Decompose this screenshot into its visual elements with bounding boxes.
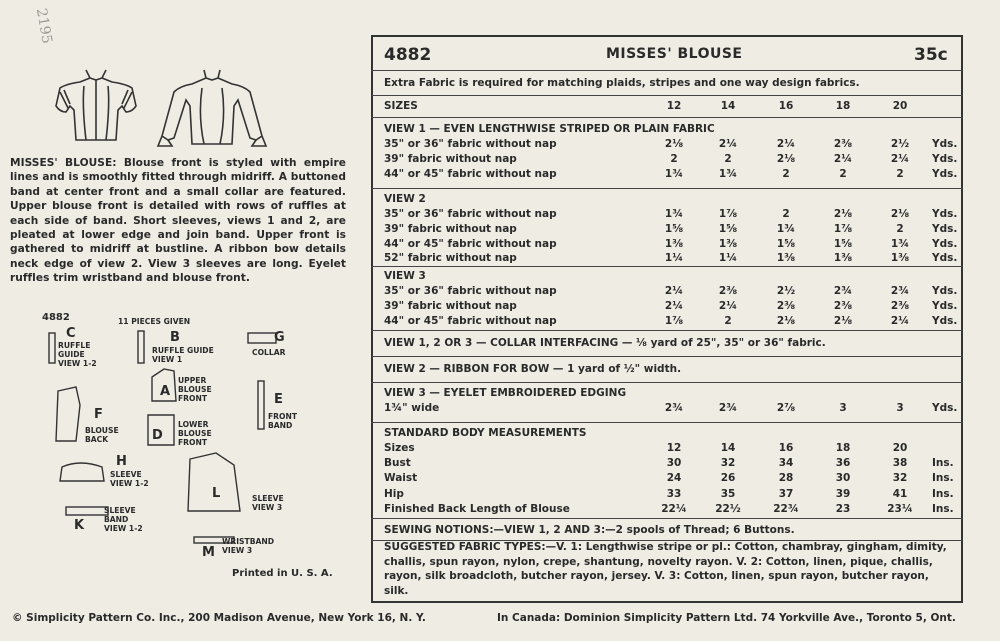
measurement-value: 32 (720, 457, 736, 470)
ribbon-for-bow: VIEW 2 — RIBBON FOR BOW — 1 yard of ½" width. (384, 363, 682, 375)
piece-letter-a: A (160, 384, 171, 399)
yardage-value: 2½ (776, 285, 796, 297)
yardage-value: 2¼ (664, 285, 684, 297)
eyelet-value: 2¾ (664, 402, 684, 414)
yardage-value: 1¾ (664, 167, 684, 180)
unit-yds: Yds. (932, 208, 958, 220)
measurement-value: 20 (892, 442, 908, 454)
corner-mark: 2195 (32, 7, 55, 45)
yardage-value: 1⅜ (833, 252, 853, 265)
measurement-value: 18 (835, 442, 851, 454)
piece-letter-g: G (274, 330, 285, 345)
measurement-value: 28 (778, 472, 794, 485)
size-header: 16 (778, 100, 794, 112)
footer-copyright: © Simplicity Pattern Co. Inc., 200 Madison Avenue, New York 16, N. Y. (12, 612, 426, 624)
footer-canada: In Canada: Dominion Simplicity Pattern Ltd. 74 Yorkville Ave., Toronto 5, Ont. (497, 612, 956, 624)
yardage-value: 2¼ (776, 138, 796, 150)
piece-label-g: COLLAR (252, 348, 286, 357)
yardage-value: 2⅜ (890, 299, 910, 312)
yardage-value: 2 (896, 167, 904, 180)
measurement-value: 30 (666, 457, 682, 470)
yardage-value: 2⅜ (833, 138, 853, 150)
yardage-value: 1¼ (718, 252, 738, 265)
measurement-value: 36 (835, 457, 851, 470)
yardage-value: 1⅜ (718, 237, 738, 250)
unit-ins: Ins. (932, 502, 954, 515)
yardage-value: 1⅝ (718, 222, 738, 235)
extra-fabric-note: Extra Fabric is required for matching plaids, stripes and one way design fabrics. (384, 77, 860, 89)
unit-yds: Yds. (932, 222, 958, 235)
piece-label-k: SLEEVE BAND VIEW 1-2 (104, 506, 143, 533)
yardage-value: 2 (724, 314, 732, 327)
yardage-value: 1⅞ (833, 222, 853, 235)
yardage-value: 2⅜ (776, 299, 796, 312)
blouse-back-illustration (152, 66, 272, 152)
piece-letter-k: K (74, 518, 85, 533)
measurement-label: Bust (384, 457, 411, 470)
chart-title: MISSES' BLOUSE (606, 46, 743, 62)
unit-yds: Yds. (932, 299, 958, 312)
yardage-value: 1¼ (664, 252, 684, 265)
measurement-value: 39 (835, 487, 851, 500)
yardage-value: 1⅜ (664, 237, 684, 250)
yardage-value: 2¾ (890, 285, 910, 297)
chart-pattern-number: 4882 (384, 45, 432, 65)
yardage-row-label: 39" fabric without nap (384, 152, 517, 165)
piece-letter-e: E (274, 392, 283, 407)
measurement-value: 35 (720, 487, 736, 500)
yardage-value: 2⅛ (833, 314, 853, 327)
size-header: 20 (892, 100, 908, 112)
sizes-label: SIZES (384, 100, 418, 112)
piece-label-m: WRISTBAND VIEW 3 (222, 537, 275, 555)
blouse-description (10, 156, 346, 286)
blouse-front-illustration (52, 66, 140, 148)
piece-letter-l: L (212, 486, 221, 501)
suggested-fabric-types: SUGGESTED FABRIC TYPES:—V. 1: Lengthwise stripe or pl.: Cotton, chambray, gingham, dimity, challis, spun rayon, nylon, crepe, shantung, novelty rayon. V. 2: Cotton, linen, pique, challis, rayon, silk broadcloth, butcher rayon, jersey. V. 3: Cotton, linen, spun rayon, butcher rayon, silk. (384, 541, 947, 597)
divider (371, 518, 963, 519)
yardage-value: 2⅛ (890, 208, 910, 220)
measurement-value: 37 (778, 487, 794, 500)
unit-ins: Ins. (932, 472, 954, 485)
unit-yds: Yds. (932, 402, 958, 414)
divider (371, 330, 963, 331)
yardage-value: 2¾ (833, 285, 853, 297)
sewing-notions: SEWING NOTIONS:—VIEW 1, 2 AND 3:—2 spools of Thread; 6 Buttons. (384, 524, 795, 536)
measurement-value: 24 (666, 472, 682, 485)
yardage-value: 2 (724, 152, 732, 165)
size-header: 18 (835, 100, 851, 112)
yardage-value: 2¼ (664, 299, 684, 312)
yardage-value: 1⅝ (776, 237, 796, 250)
eyelet-value: 3 (896, 402, 904, 414)
yardage-value: 2¼ (890, 314, 910, 327)
yardage-row-label: 39" fabric without nap (384, 222, 517, 235)
divider (371, 422, 963, 423)
collar-interfacing: VIEW 1, 2 OR 3 — COLLAR INTERFACING — ⅛ yard of 25", 35" or 36" fabric. (384, 337, 826, 349)
yardage-value: 2¼ (718, 138, 738, 150)
piece-letter-d: D (152, 428, 163, 443)
yardage-row-label: 35" or 36" fabric without nap (384, 138, 557, 150)
unit-yds: Yds. (932, 285, 958, 297)
yardage-value: 1¾ (776, 222, 796, 235)
measurement-value: 12 (666, 442, 682, 454)
divider (371, 188, 963, 189)
eyelet-value: 2¾ (718, 402, 738, 414)
yardage-value: 2⅜ (833, 299, 853, 312)
yardage-row-label: 39" fabric without nap (384, 299, 517, 312)
measurement-label: Waist (384, 472, 418, 485)
yardage-value: 2½ (890, 138, 910, 150)
piece-letter-h: H (116, 454, 127, 469)
yardage-value: 2¼ (890, 152, 910, 165)
eyelet-title: VIEW 3 — EYELET EMBROIDERED EDGING (384, 387, 627, 399)
measurement-value: 30 (835, 472, 851, 485)
yardage-value: 2⅛ (664, 138, 684, 150)
measurement-label: Finished Back Length of Blouse (384, 502, 570, 515)
eyelet-value: 2⅞ (776, 402, 796, 414)
piece-label-f: BLOUSE BACK (85, 426, 119, 444)
yardage-value: 1⅝ (833, 237, 853, 250)
yardage-value: 2 (670, 152, 678, 165)
measurement-value: 14 (720, 442, 736, 454)
measurement-value: 22¼ (661, 502, 687, 515)
eyelet-label: 1¾" wide (384, 402, 440, 414)
yardage-value: 1⅜ (890, 252, 910, 265)
piece-label-c: RUFFLE GUIDE VIEW 1-2 (58, 341, 97, 368)
divider (371, 356, 963, 357)
piece-letter-b: B (170, 330, 180, 345)
chart-price: 35c (914, 45, 948, 65)
yardage-row-label: 44" or 45" fabric without nap (384, 314, 557, 327)
measurement-value: 32 (892, 472, 908, 485)
yardage-row-label: 52" fabric without nap (384, 252, 517, 265)
measurement-value: 22½ (715, 502, 741, 515)
yardage-value: 1⅜ (776, 252, 796, 265)
measurement-value: 22¾ (773, 502, 799, 515)
yardage-value: 2⅛ (776, 152, 796, 165)
piece-label-a: UPPER BLOUSE FRONT (178, 376, 212, 403)
divider (371, 117, 963, 118)
description-text: Blouse front is styled with empire lines and is smoothly fitted through midriff. A buttoned band at center front and a small collar are featured. Upper blouse front is detailed with rows of ruffles at each side of band. Short sleeves, views 1 and 2, are pleated at lower edge and join band. Upper front is gathered to midriff at bustline. A ribbon bow details neck edge of view 2. View 3 sleeves are long. Eyelet ruffles trim wristband and blouse front. (10, 157, 346, 285)
divider (371, 70, 963, 71)
piece-label-h: SLEEVE VIEW 1-2 (110, 470, 149, 488)
unit-yds: Yds. (932, 314, 958, 327)
view-title: VIEW 3 (384, 270, 426, 282)
measurement-value: 16 (778, 442, 794, 454)
unit-yds: Yds. (932, 152, 958, 165)
yardage-value: 2¼ (718, 299, 738, 312)
unit-yds: Yds. (932, 252, 958, 265)
piece-letter-c: C (66, 326, 76, 341)
yardage-value: 1¾ (890, 237, 910, 250)
yardage-value: 2 (896, 222, 904, 235)
yardage-row-label: 44" or 45" fabric without nap (384, 237, 557, 250)
yardage-value: 1⅝ (664, 222, 684, 235)
yardage-value: 1⅞ (718, 208, 738, 220)
measurement-value: 38 (892, 457, 908, 470)
piece-letter-f: F (94, 407, 103, 422)
unit-ins: Ins. (932, 487, 954, 500)
piece-label-b: RUFFLE GUIDE VIEW 1 (152, 346, 214, 364)
view-title: VIEW 2 (384, 193, 426, 205)
yardage-value: 2 (839, 167, 847, 180)
yardage-value: 2 (782, 208, 790, 220)
yardage-value: 1¾ (718, 167, 738, 180)
piece-label-l: SLEEVE VIEW 3 (252, 494, 284, 512)
piece-label-e: FRONT BAND (268, 412, 298, 430)
unit-yds: Yds. (932, 167, 958, 180)
measurement-value: 41 (892, 487, 908, 500)
yardage-value: 2⅛ (833, 208, 853, 220)
yardage-row-label: 35" or 36" fabric without nap (384, 285, 557, 297)
description-lead: MISSES' BLOUSE: (10, 157, 117, 169)
size-header: 14 (720, 100, 736, 112)
yardage-value: 1¾ (664, 208, 684, 220)
yardage-value: 1⅞ (664, 314, 684, 327)
measurement-value: 23 (835, 502, 851, 515)
divider (371, 382, 963, 383)
yardage-row-label: 35" or 36" fabric without nap (384, 208, 557, 220)
divider (371, 266, 963, 267)
measurement-value: 23¼ (887, 502, 913, 515)
measurement-label: Hip (384, 487, 404, 500)
yardage-row-label: 44" or 45" fabric without nap (384, 167, 557, 180)
measurement-value: 34 (778, 457, 794, 470)
measurements-title: STANDARD BODY MEASUREMENTS (384, 427, 587, 439)
measurement-value: 33 (666, 487, 682, 500)
pieces-pattern-number: 4882 (42, 312, 70, 323)
unit-yds: Yds. (932, 237, 958, 250)
printed-in-usa: Printed in U. S. A. (232, 568, 333, 579)
measurement-label: Sizes (384, 442, 415, 454)
piece-label-d: LOWER BLOUSE FRONT (178, 420, 212, 447)
yardage-value: 2 (782, 167, 790, 180)
measurement-value: 26 (720, 472, 736, 485)
yardage-value: 2⅜ (718, 285, 738, 297)
pieces-count: 11 PIECES GIVEN (118, 317, 191, 326)
divider (371, 95, 963, 96)
view-title: VIEW 1 — EVEN LENGTHWISE STRIPED OR PLAIN FABRIC (384, 123, 715, 135)
unit-yds: Yds. (932, 138, 958, 150)
yardage-value: 2⅛ (776, 314, 796, 327)
piece-letter-m: M (202, 545, 215, 560)
unit-ins: Ins. (932, 457, 954, 470)
size-header: 12 (666, 100, 682, 112)
yardage-value: 2¼ (833, 152, 853, 165)
eyelet-value: 3 (839, 402, 847, 414)
